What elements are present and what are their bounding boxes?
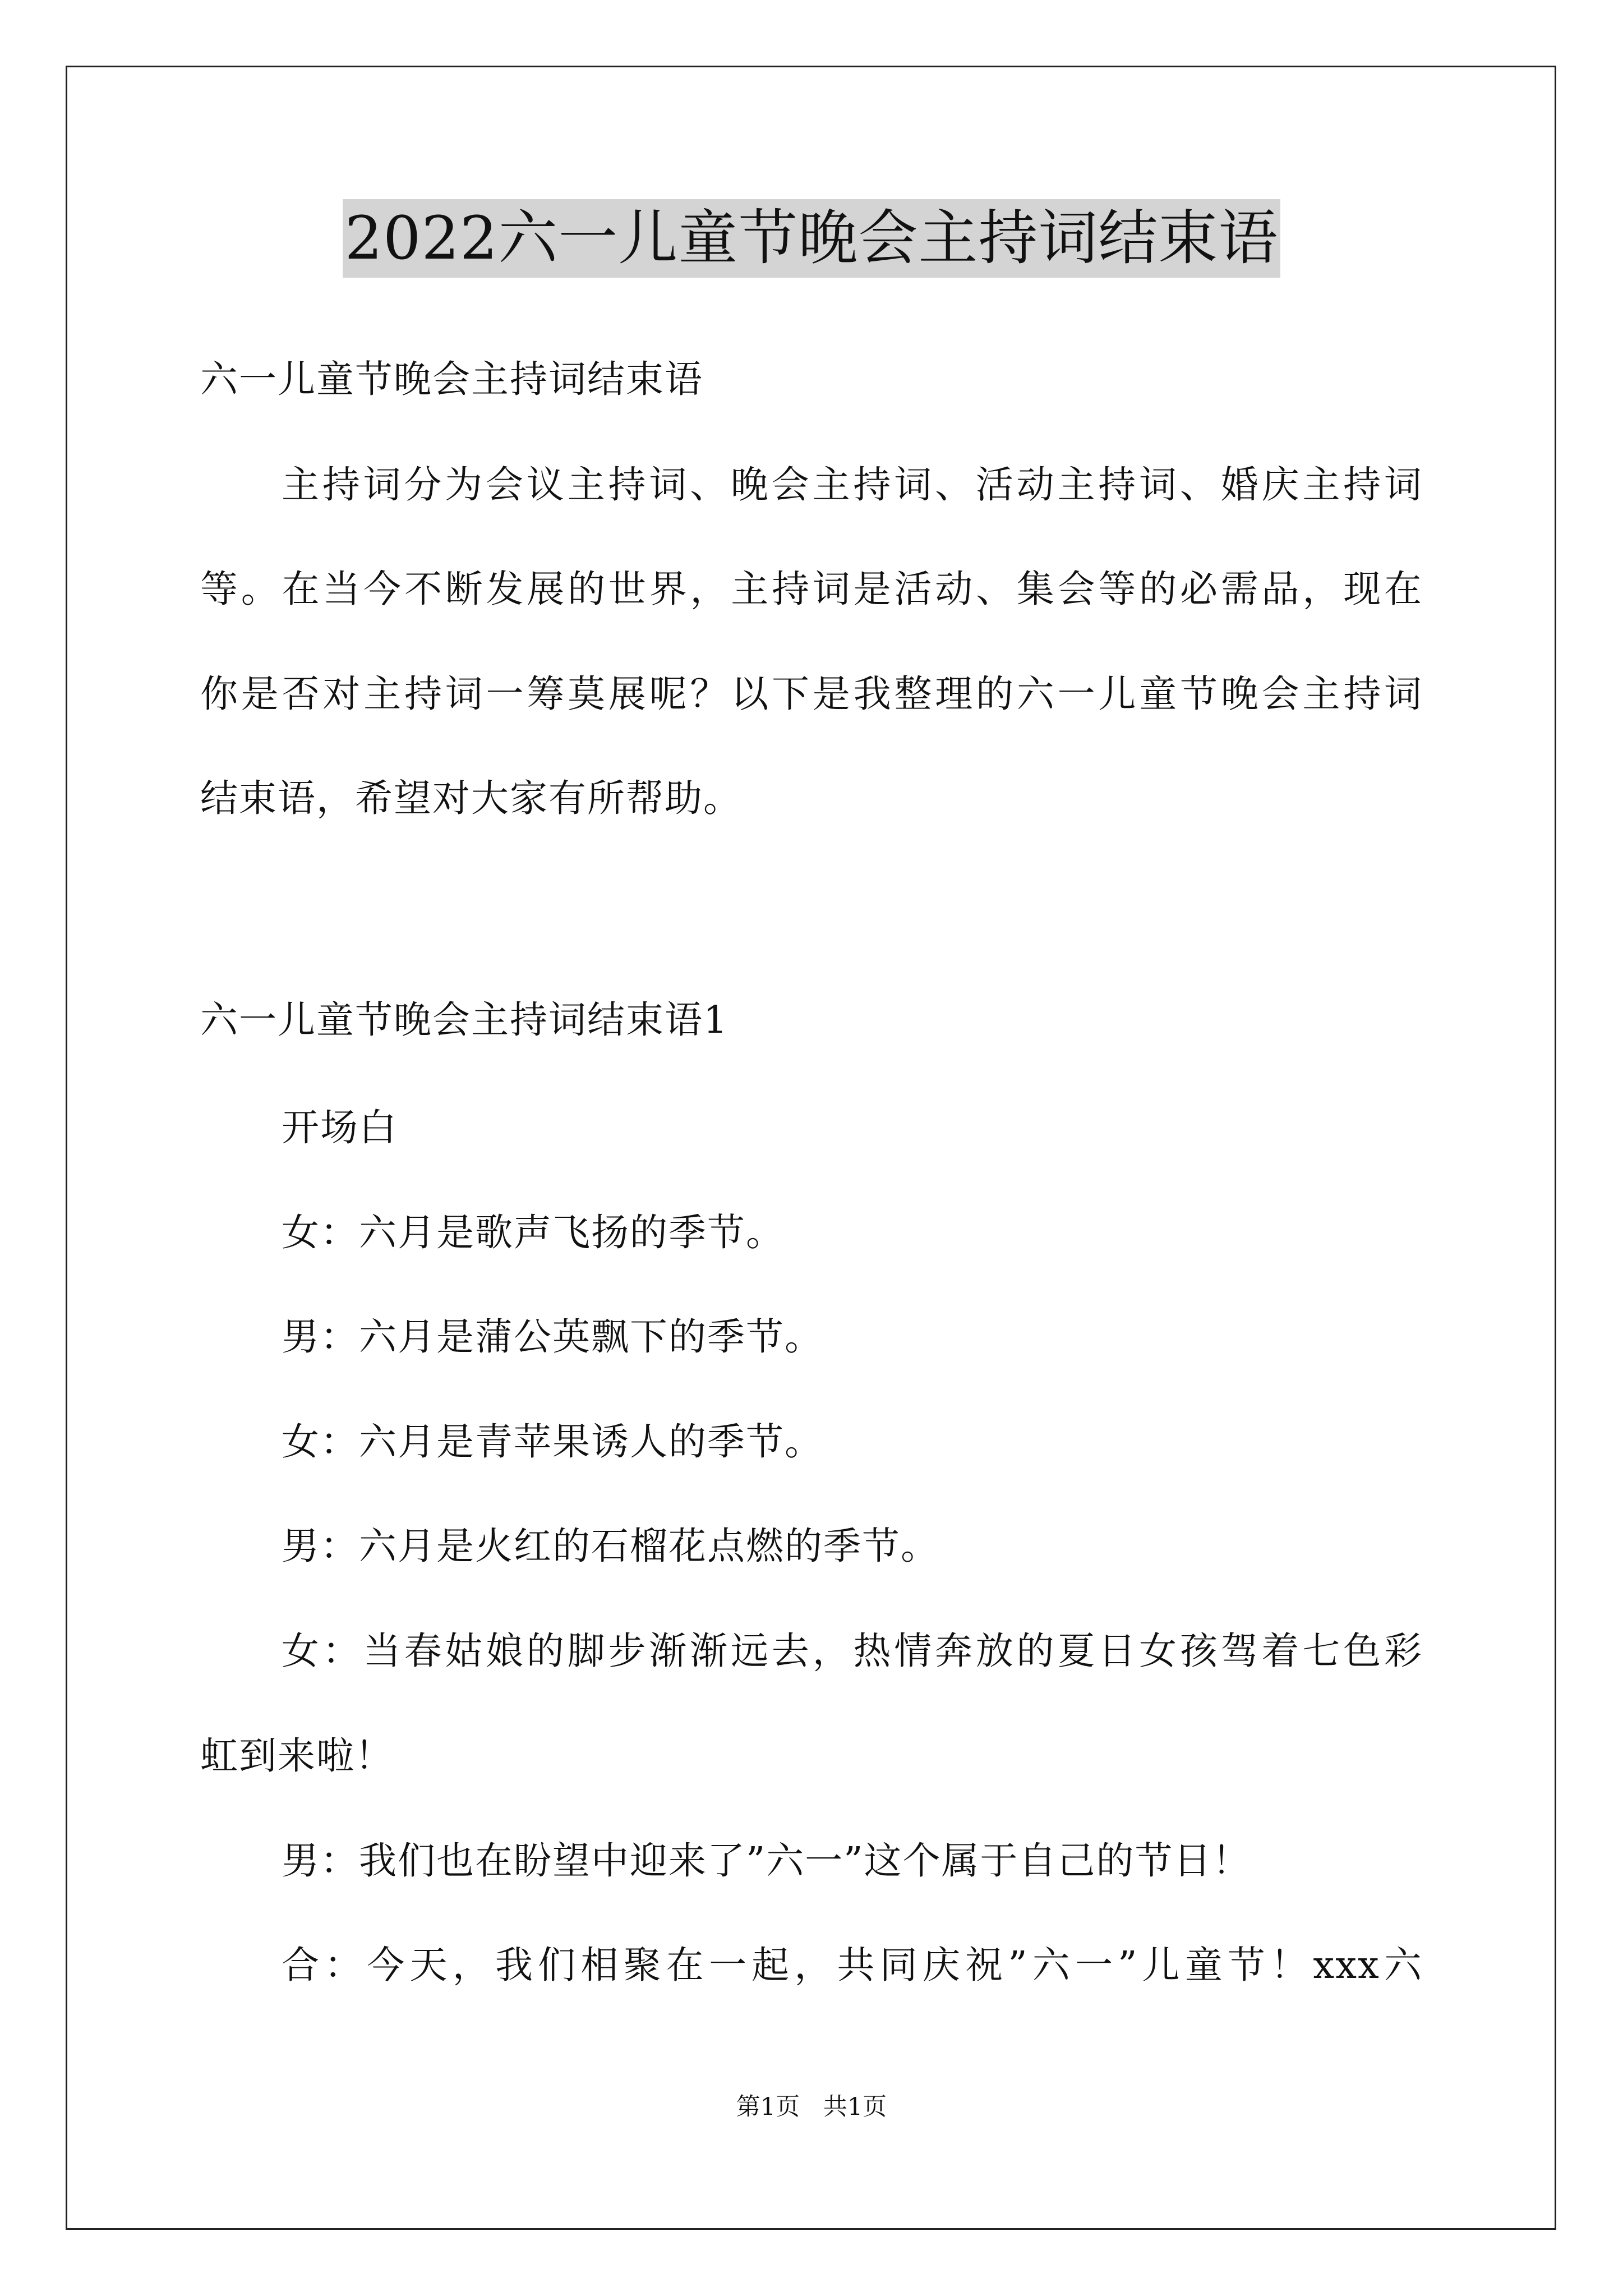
section-heading: 六一儿童节晚会主持词结束语1 xyxy=(200,998,728,1042)
title-container xyxy=(0,199,1623,278)
paragraph-line: 女：当春姑娘的脚步渐渐远去，热情奔放的夏日女孩驾着七色彩 xyxy=(282,1629,1423,1673)
paragraph-line: 你是否对主持词一筹莫展呢？以下是我整理的六一儿童节晚会主持词 xyxy=(200,672,1423,716)
page-number: 第1页 xyxy=(736,2093,800,2121)
paragraph-line: 男：我们也在盼望中迎来了”六一”这个属于自己的节日！ xyxy=(282,1839,1251,1883)
paragraph-line: 男：六月是火红的石榴花点燃的季节。 xyxy=(282,1524,939,1568)
paragraph-line: 开场白 xyxy=(282,1106,398,1149)
page-footer xyxy=(0,2090,1623,2124)
paragraph-line: 女：六月是青苹果诱人的季节。 xyxy=(282,1420,823,1464)
page-total: 共1页 xyxy=(823,2093,887,2121)
paragraph-line: 等。在当今不断发展的世界，主持词是活动、集会等的必需品，现在 xyxy=(200,567,1423,611)
paragraph-line: 女：六月是歌声飞扬的季节。 xyxy=(282,1211,785,1254)
paragraph-line: 合：今天，我们相聚在一起，共同庆祝”六一”儿童节！xxx六 xyxy=(282,1943,1423,1987)
document-title: 2022六一儿童节晚会主持词结束语 xyxy=(343,199,1281,278)
section-heading: 六一儿童节晚会主持词结束语 xyxy=(200,357,703,401)
paragraph-line: 结束语，希望对大家有所帮助。 xyxy=(200,776,742,820)
paragraph-line: 虹到来啦！ xyxy=(200,1734,394,1778)
paragraph-line: 男：六月是蒲公英飘下的季节。 xyxy=(282,1315,823,1359)
paragraph-line: 主持词分为会议主持词、晚会主持词、活动主持词、婚庆主持词 xyxy=(282,463,1423,507)
